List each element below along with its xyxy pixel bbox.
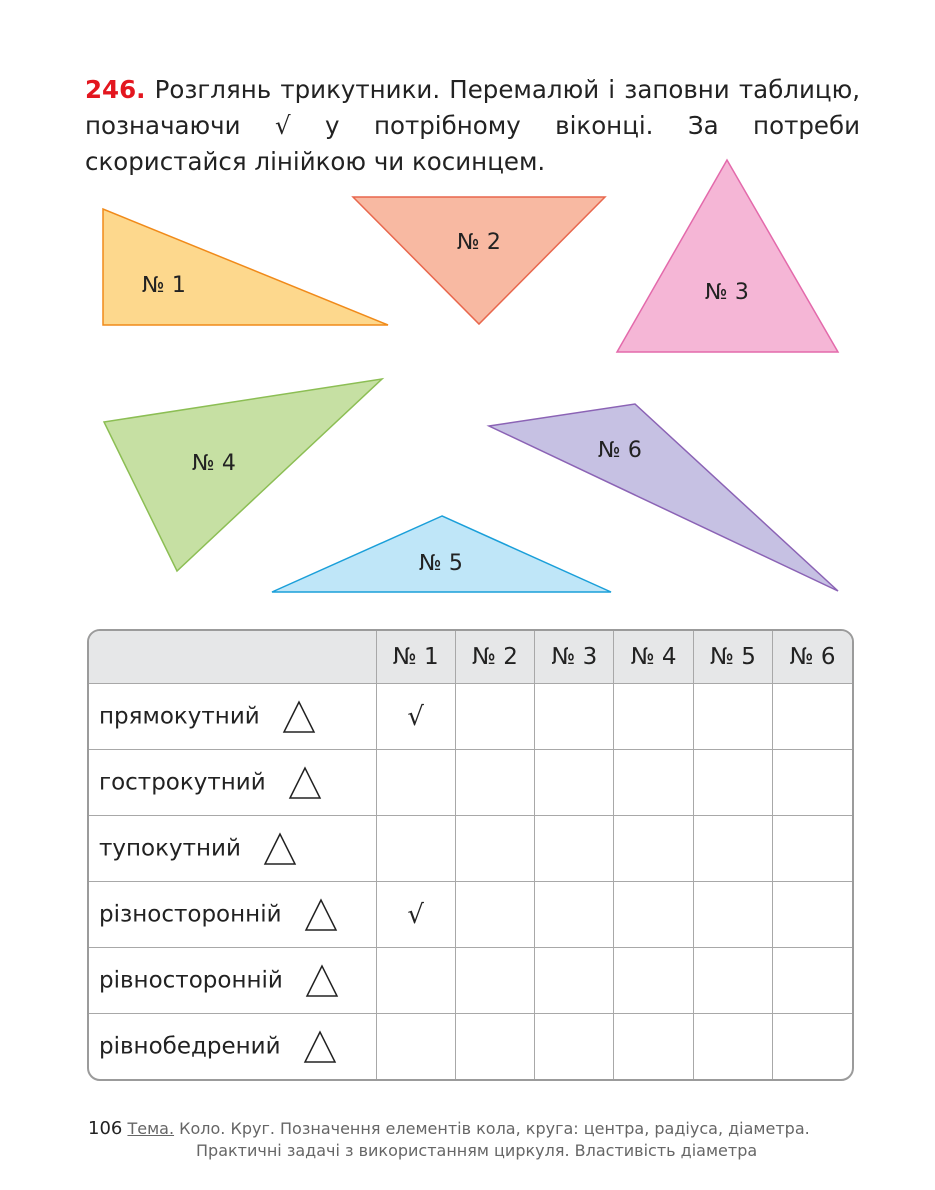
table-header-row (89, 631, 852, 684)
header-empty-cell (89, 631, 376, 684)
row-label-text: рівнобедрений (99, 1033, 281, 1060)
topic-line-1: Коло. Круг. Позначення елементів кола, круга: центра, радіуса, діаметра. (179, 1119, 810, 1138)
answer-cell[interactable]: √ (376, 882, 455, 948)
answer-cell[interactable] (535, 750, 614, 816)
table-row (89, 750, 852, 816)
answer-cell[interactable] (773, 1014, 852, 1079)
triangle-icon (263, 832, 297, 866)
answer-cell[interactable] (535, 1014, 614, 1079)
triangle-6-label: № 6 (598, 438, 642, 463)
triangle-2 (353, 197, 605, 324)
answer-cell[interactable] (693, 948, 772, 1014)
row-label-text: гострокутний (99, 769, 266, 796)
topic-line-2: Практичні задачі з використанням циркуля. Властивість діаметра (196, 1141, 758, 1160)
row-label (89, 816, 376, 882)
answer-cell[interactable] (614, 816, 693, 882)
answer-cell[interactable] (535, 816, 614, 882)
triangle-1-label: № 1 (142, 273, 186, 298)
topic-label: Тема. (127, 1119, 175, 1138)
row-label-text: рівносторонній (99, 967, 283, 994)
answer-cell[interactable] (455, 750, 534, 816)
task-number: 246. (85, 75, 146, 104)
triangle-classification-table (87, 629, 854, 1081)
answer-cell[interactable] (773, 816, 852, 882)
column-header: № 3 (535, 631, 614, 684)
column-header: № 5 (693, 631, 772, 684)
answer-cell[interactable] (535, 948, 614, 1014)
answer-cell[interactable] (455, 882, 534, 948)
answer-cell[interactable] (455, 816, 534, 882)
triangle-5-label: № 5 (419, 551, 463, 576)
answer-cell[interactable] (376, 750, 455, 816)
answer-cell[interactable] (693, 750, 772, 816)
answer-cell[interactable] (773, 684, 852, 750)
page-number: 106 (88, 1118, 123, 1139)
table-row (89, 684, 852, 750)
row-label (89, 750, 376, 816)
answer-cell[interactable] (614, 1014, 693, 1079)
triangle-icon (282, 700, 316, 734)
answer-cell[interactable] (376, 1014, 455, 1079)
answer-cell[interactable] (693, 816, 772, 882)
table-row (89, 1014, 852, 1079)
triangle-1 (103, 209, 388, 325)
triangle-2-label: № 2 (457, 230, 501, 255)
answer-cell[interactable] (693, 684, 772, 750)
triangle-3 (617, 160, 838, 352)
column-header: № 2 (455, 631, 534, 684)
answer-cell[interactable] (455, 684, 534, 750)
answer-cell[interactable] (535, 684, 614, 750)
row-label-text: тупокутний (99, 835, 241, 862)
answer-cell[interactable] (376, 816, 455, 882)
triangle-icon (304, 898, 338, 932)
table-row (89, 882, 852, 948)
row-label (89, 1014, 376, 1079)
triangle-icon (303, 1030, 337, 1064)
column-header: № 1 (376, 631, 455, 684)
answer-cell[interactable] (773, 948, 852, 1014)
column-header: № 4 (614, 631, 693, 684)
answer-cell[interactable] (773, 750, 852, 816)
answer-cell[interactable] (773, 882, 852, 948)
page-footer (88, 1118, 810, 1160)
triangle-icon (305, 964, 339, 998)
answer-cell[interactable] (455, 1014, 534, 1079)
row-label-text: прямокутний (99, 703, 260, 730)
table-row (89, 816, 852, 882)
answer-cell[interactable] (535, 882, 614, 948)
answer-cell[interactable] (376, 948, 455, 1014)
triangle-4-label: № 4 (192, 451, 236, 476)
answer-cell[interactable]: √ (376, 684, 455, 750)
row-label (89, 684, 376, 750)
answer-cell[interactable] (614, 684, 693, 750)
answer-cell[interactable] (614, 750, 693, 816)
column-header: № 6 (773, 631, 852, 684)
task-instruction: Розглянь трикутники. Перемалюй і заповни таблицю, позначаючи √ у потрібному віконці. За потреби скористайся лінійкою чи косинцем. (85, 75, 860, 176)
row-label (89, 882, 376, 948)
row-label-text: різносторонній (99, 901, 282, 928)
answer-cell[interactable] (455, 948, 534, 1014)
triangle-3-label: № 3 (705, 280, 749, 305)
table-row (89, 948, 852, 1014)
row-label (89, 948, 376, 1014)
answer-cell[interactable] (693, 1014, 772, 1079)
answer-cell[interactable] (614, 948, 693, 1014)
answer-cell[interactable] (693, 882, 772, 948)
triangle-icon (288, 766, 322, 800)
answer-cell[interactable] (614, 882, 693, 948)
triangle-4 (104, 379, 382, 571)
